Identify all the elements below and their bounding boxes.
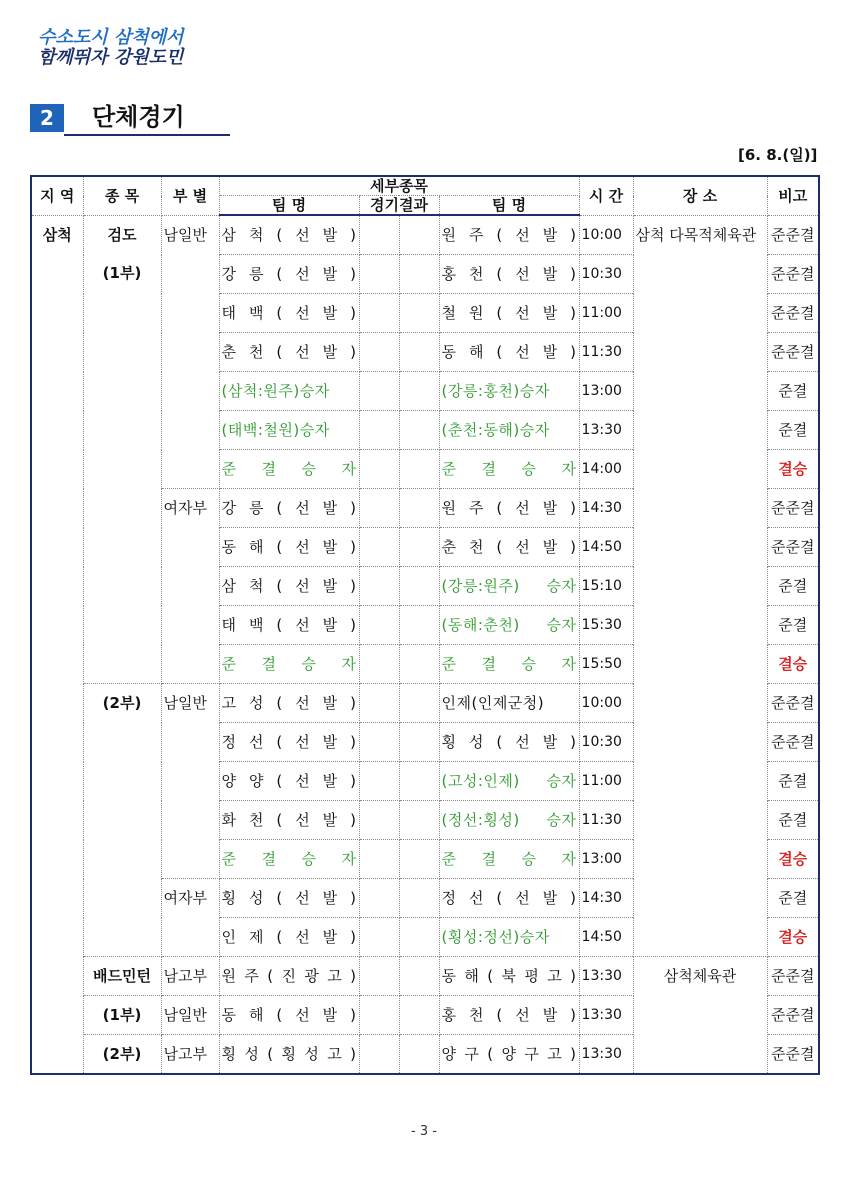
- team-1-cell: 정 선 ( 선 발 ): [219, 723, 359, 762]
- time-cell: 14:00: [579, 450, 633, 489]
- result-cell-1: [359, 684, 399, 723]
- team-2-cell: 홍 천 ( 선 발 ): [439, 996, 579, 1035]
- team-2-cell: (고성:인제) 승자: [439, 762, 579, 801]
- result-cell-2: [399, 489, 439, 528]
- team-1-cell: 준 결 승 자: [219, 840, 359, 879]
- result-cell-2: [399, 801, 439, 840]
- venue-cell: 삼척체육관: [633, 957, 767, 1075]
- team-2-cell: 인제(인제군청): [439, 684, 579, 723]
- team-2-cell: 횡 성 ( 선 발 ): [439, 723, 579, 762]
- team-1-cell: 인 제 ( 선 발 ): [219, 918, 359, 957]
- team-1-cell: 춘 천 ( 선 발 ): [219, 333, 359, 372]
- team-2-cell: 원 주 ( 선 발 ): [439, 215, 579, 255]
- header-team-2: 팀 명: [439, 196, 579, 216]
- time-cell: 11:00: [579, 294, 633, 333]
- result-cell-1: [359, 762, 399, 801]
- division-cell: 여자부: [161, 879, 219, 957]
- result-cell-2: [399, 645, 439, 684]
- result-cell-2: [399, 840, 439, 879]
- time-cell: 14:50: [579, 918, 633, 957]
- team-2-cell: 정 선 ( 선 발 ): [439, 879, 579, 918]
- result-cell-2: [399, 606, 439, 645]
- result-cell-1: [359, 372, 399, 411]
- time-cell: 15:10: [579, 567, 633, 606]
- schedule-body: [31, 215, 819, 1074]
- time-cell: 10:00: [579, 215, 633, 255]
- team-1-cell: 화 천 ( 선 발 ): [219, 801, 359, 840]
- result-cell-1: [359, 215, 399, 255]
- result-cell-2: [399, 411, 439, 450]
- note-cell: 준준결: [767, 528, 819, 567]
- result-cell-2: [399, 528, 439, 567]
- sport-name: (2부): [102, 1045, 142, 1063]
- schedule-date: [6. 8.(일)]: [738, 146, 818, 164]
- note-cell: 준준결: [767, 723, 819, 762]
- time-cell: 13:30: [579, 996, 633, 1035]
- result-cell-1: [359, 450, 399, 489]
- team-1-cell: 동 해 ( 선 발 ): [219, 528, 359, 567]
- result-cell-1: [359, 255, 399, 294]
- note-cell: 결승: [767, 840, 819, 879]
- result-cell-2: [399, 723, 439, 762]
- result-cell-1: [359, 840, 399, 879]
- result-cell-2: [399, 215, 439, 255]
- sport-division-label: (1부): [102, 263, 142, 282]
- team-2-cell: 철 원 ( 선 발 ): [439, 294, 579, 333]
- header-note: 비고: [767, 176, 819, 215]
- time-cell: 15:30: [579, 606, 633, 645]
- team-2-cell: 동 해 ( 선 발 ): [439, 333, 579, 372]
- sport-cell: [83, 957, 161, 996]
- sport-division-label: (2부): [102, 694, 142, 712]
- schedule-row: [31, 957, 819, 996]
- result-cell-2: [399, 450, 439, 489]
- team-1-cell: 태 백 ( 선 발 ): [219, 294, 359, 333]
- note-cell: 준결: [767, 606, 819, 645]
- team-1-cell: 동 해 ( 선 발 ): [219, 996, 359, 1035]
- result-cell-2: [399, 918, 439, 957]
- note-cell: 준결: [767, 801, 819, 840]
- note-cell: 준준결: [767, 294, 819, 333]
- result-cell-1: [359, 294, 399, 333]
- header-sport: 종 목: [83, 176, 161, 215]
- time-cell: 11:00: [579, 762, 633, 801]
- slogan-line-1: 수소도시 삼척에서: [38, 27, 184, 48]
- note-cell: 결승: [767, 645, 819, 684]
- result-cell-2: [399, 684, 439, 723]
- team-2-cell: (춘천:동해)승자: [439, 411, 579, 450]
- section-number: 2: [30, 104, 64, 132]
- time-cell: 13:30: [579, 957, 633, 996]
- time-cell: 14:30: [579, 879, 633, 918]
- team-1-cell: 양 양 ( 선 발 ): [219, 762, 359, 801]
- team-1-cell: 태 백 ( 선 발 ): [219, 606, 359, 645]
- schedule-row: [31, 215, 819, 255]
- team-1-cell: 고 성 ( 선 발 ): [219, 684, 359, 723]
- result-cell-1: [359, 489, 399, 528]
- result-cell-1: [359, 411, 399, 450]
- header-division: 부 별: [161, 176, 219, 215]
- time-cell: 10:30: [579, 723, 633, 762]
- sport-cell: [83, 1035, 161, 1075]
- note-cell: 결승: [767, 450, 819, 489]
- note-cell: 준준결: [767, 1035, 819, 1075]
- time-cell: 14:50: [579, 528, 633, 567]
- result-cell-1: [359, 645, 399, 684]
- team-2-cell: (동해:춘천) 승자: [439, 606, 579, 645]
- team-1-cell: 준 결 승 자: [219, 450, 359, 489]
- result-cell-2: [399, 957, 439, 996]
- sport-cell: [83, 684, 161, 957]
- team-1-cell: 원 주 ( 진 광 고 ): [219, 957, 359, 996]
- note-cell: 준준결: [767, 957, 819, 996]
- venue-cell: 삼척 다목적체육관: [633, 215, 767, 957]
- slogan-line-2: 함께뛰자 강원도민: [38, 47, 184, 68]
- sport-name: (1부): [102, 1006, 142, 1024]
- result-cell-2: [399, 762, 439, 801]
- header-detail: 세부종목: [219, 176, 579, 196]
- note-cell: 준준결: [767, 996, 819, 1035]
- note-cell: 준준결: [767, 215, 819, 255]
- result-cell-2: [399, 879, 439, 918]
- sport-name: 배드민턴: [93, 967, 151, 985]
- team-1-cell: 강 릉 ( 선 발 ): [219, 489, 359, 528]
- team-2-cell: (강릉:홍천)승자: [439, 372, 579, 411]
- result-cell-2: [399, 996, 439, 1035]
- result-cell-1: [359, 801, 399, 840]
- result-cell-1: [359, 567, 399, 606]
- team-1-cell: 강 릉 ( 선 발 ): [219, 255, 359, 294]
- note-cell: 결승: [767, 918, 819, 957]
- sport-cell: [83, 215, 161, 684]
- header-region: 지 역: [31, 176, 83, 215]
- section-title: 단체경기: [92, 103, 185, 131]
- team-1-cell: 준 결 승 자: [219, 645, 359, 684]
- header-time: 시 간: [579, 176, 633, 215]
- division-cell: 남일반: [161, 684, 219, 879]
- team-1-cell: 횡 성 ( 횡 성 고 ): [219, 1035, 359, 1075]
- section-underline: [64, 134, 230, 136]
- result-cell-2: [399, 294, 439, 333]
- team-2-cell: (정선:횡성) 승자: [439, 801, 579, 840]
- team-2-cell: 춘 천 ( 선 발 ): [439, 528, 579, 567]
- note-cell: 준결: [767, 879, 819, 918]
- result-cell-1: [359, 723, 399, 762]
- result-cell-1: [359, 957, 399, 996]
- slogan-logo: [38, 28, 183, 68]
- division-cell: 여자부: [161, 489, 219, 684]
- header-venue: 장 소: [633, 176, 767, 215]
- note-cell: 준결: [767, 762, 819, 801]
- result-cell-2: [399, 372, 439, 411]
- result-cell-2: [399, 567, 439, 606]
- note-cell: 준준결: [767, 684, 819, 723]
- division-cell: 남일반: [161, 996, 219, 1035]
- team-2-cell: 홍 천 ( 선 발 ): [439, 255, 579, 294]
- result-cell-2: [399, 333, 439, 372]
- sport-name: 검도: [107, 225, 137, 244]
- time-cell: 13:30: [579, 411, 633, 450]
- time-cell: 14:30: [579, 489, 633, 528]
- team-2-cell: 준 결 승 자: [439, 645, 579, 684]
- result-cell-1: [359, 996, 399, 1035]
- division-cell: 남일반: [161, 215, 219, 489]
- team-2-cell: 양 구 ( 양 구 고 ): [439, 1035, 579, 1075]
- time-cell: 10:00: [579, 684, 633, 723]
- team-2-cell: 준 결 승 자: [439, 450, 579, 489]
- time-cell: 13:00: [579, 372, 633, 411]
- result-cell-2: [399, 1035, 439, 1075]
- result-cell-1: [359, 606, 399, 645]
- sport-cell: [83, 996, 161, 1035]
- division-cell: 남고부: [161, 1035, 219, 1075]
- team-2-cell: 동 해 ( 북 평 고 ): [439, 957, 579, 996]
- note-cell: 준준결: [767, 255, 819, 294]
- note-cell: 준준결: [767, 489, 819, 528]
- team-2-cell: 준 결 승 자: [439, 840, 579, 879]
- result-cell-1: [359, 1035, 399, 1075]
- header-team-1: 팀 명: [219, 196, 359, 216]
- team-2-cell: (횡성:정선)승자: [439, 918, 579, 957]
- team-2-cell: (강릉:원주) 승자: [439, 567, 579, 606]
- team-1-cell: 횡 성 ( 선 발 ): [219, 879, 359, 918]
- result-cell-1: [359, 528, 399, 567]
- note-cell: 준준결: [767, 333, 819, 372]
- time-cell: 11:30: [579, 333, 633, 372]
- note-cell: 준결: [767, 411, 819, 450]
- time-cell: 13:00: [579, 840, 633, 879]
- team-1-cell: (태백:철원)승자: [219, 411, 359, 450]
- note-cell: 준결: [767, 567, 819, 606]
- team-1-cell: (삼척:원주)승자: [219, 372, 359, 411]
- result-cell-1: [359, 918, 399, 957]
- time-cell: 15:50: [579, 645, 633, 684]
- team-2-cell: 원 주 ( 선 발 ): [439, 489, 579, 528]
- page-number: - 3 -: [411, 1124, 437, 1139]
- region-cell: 삼척: [31, 215, 83, 1074]
- result-cell-1: [359, 879, 399, 918]
- team-1-cell: 삼 척 ( 선 발 ): [219, 567, 359, 606]
- note-cell: 준결: [767, 372, 819, 411]
- result-cell-2: [399, 255, 439, 294]
- header-result: 경기결과: [359, 196, 439, 216]
- time-cell: 11:30: [579, 801, 633, 840]
- time-cell: 10:30: [579, 255, 633, 294]
- division-cell: 남고부: [161, 957, 219, 996]
- team-1-cell: 삼 척 ( 선 발 ): [219, 215, 359, 255]
- schedule-table: [30, 175, 820, 1075]
- result-cell-1: [359, 333, 399, 372]
- time-cell: 13:30: [579, 1035, 633, 1075]
